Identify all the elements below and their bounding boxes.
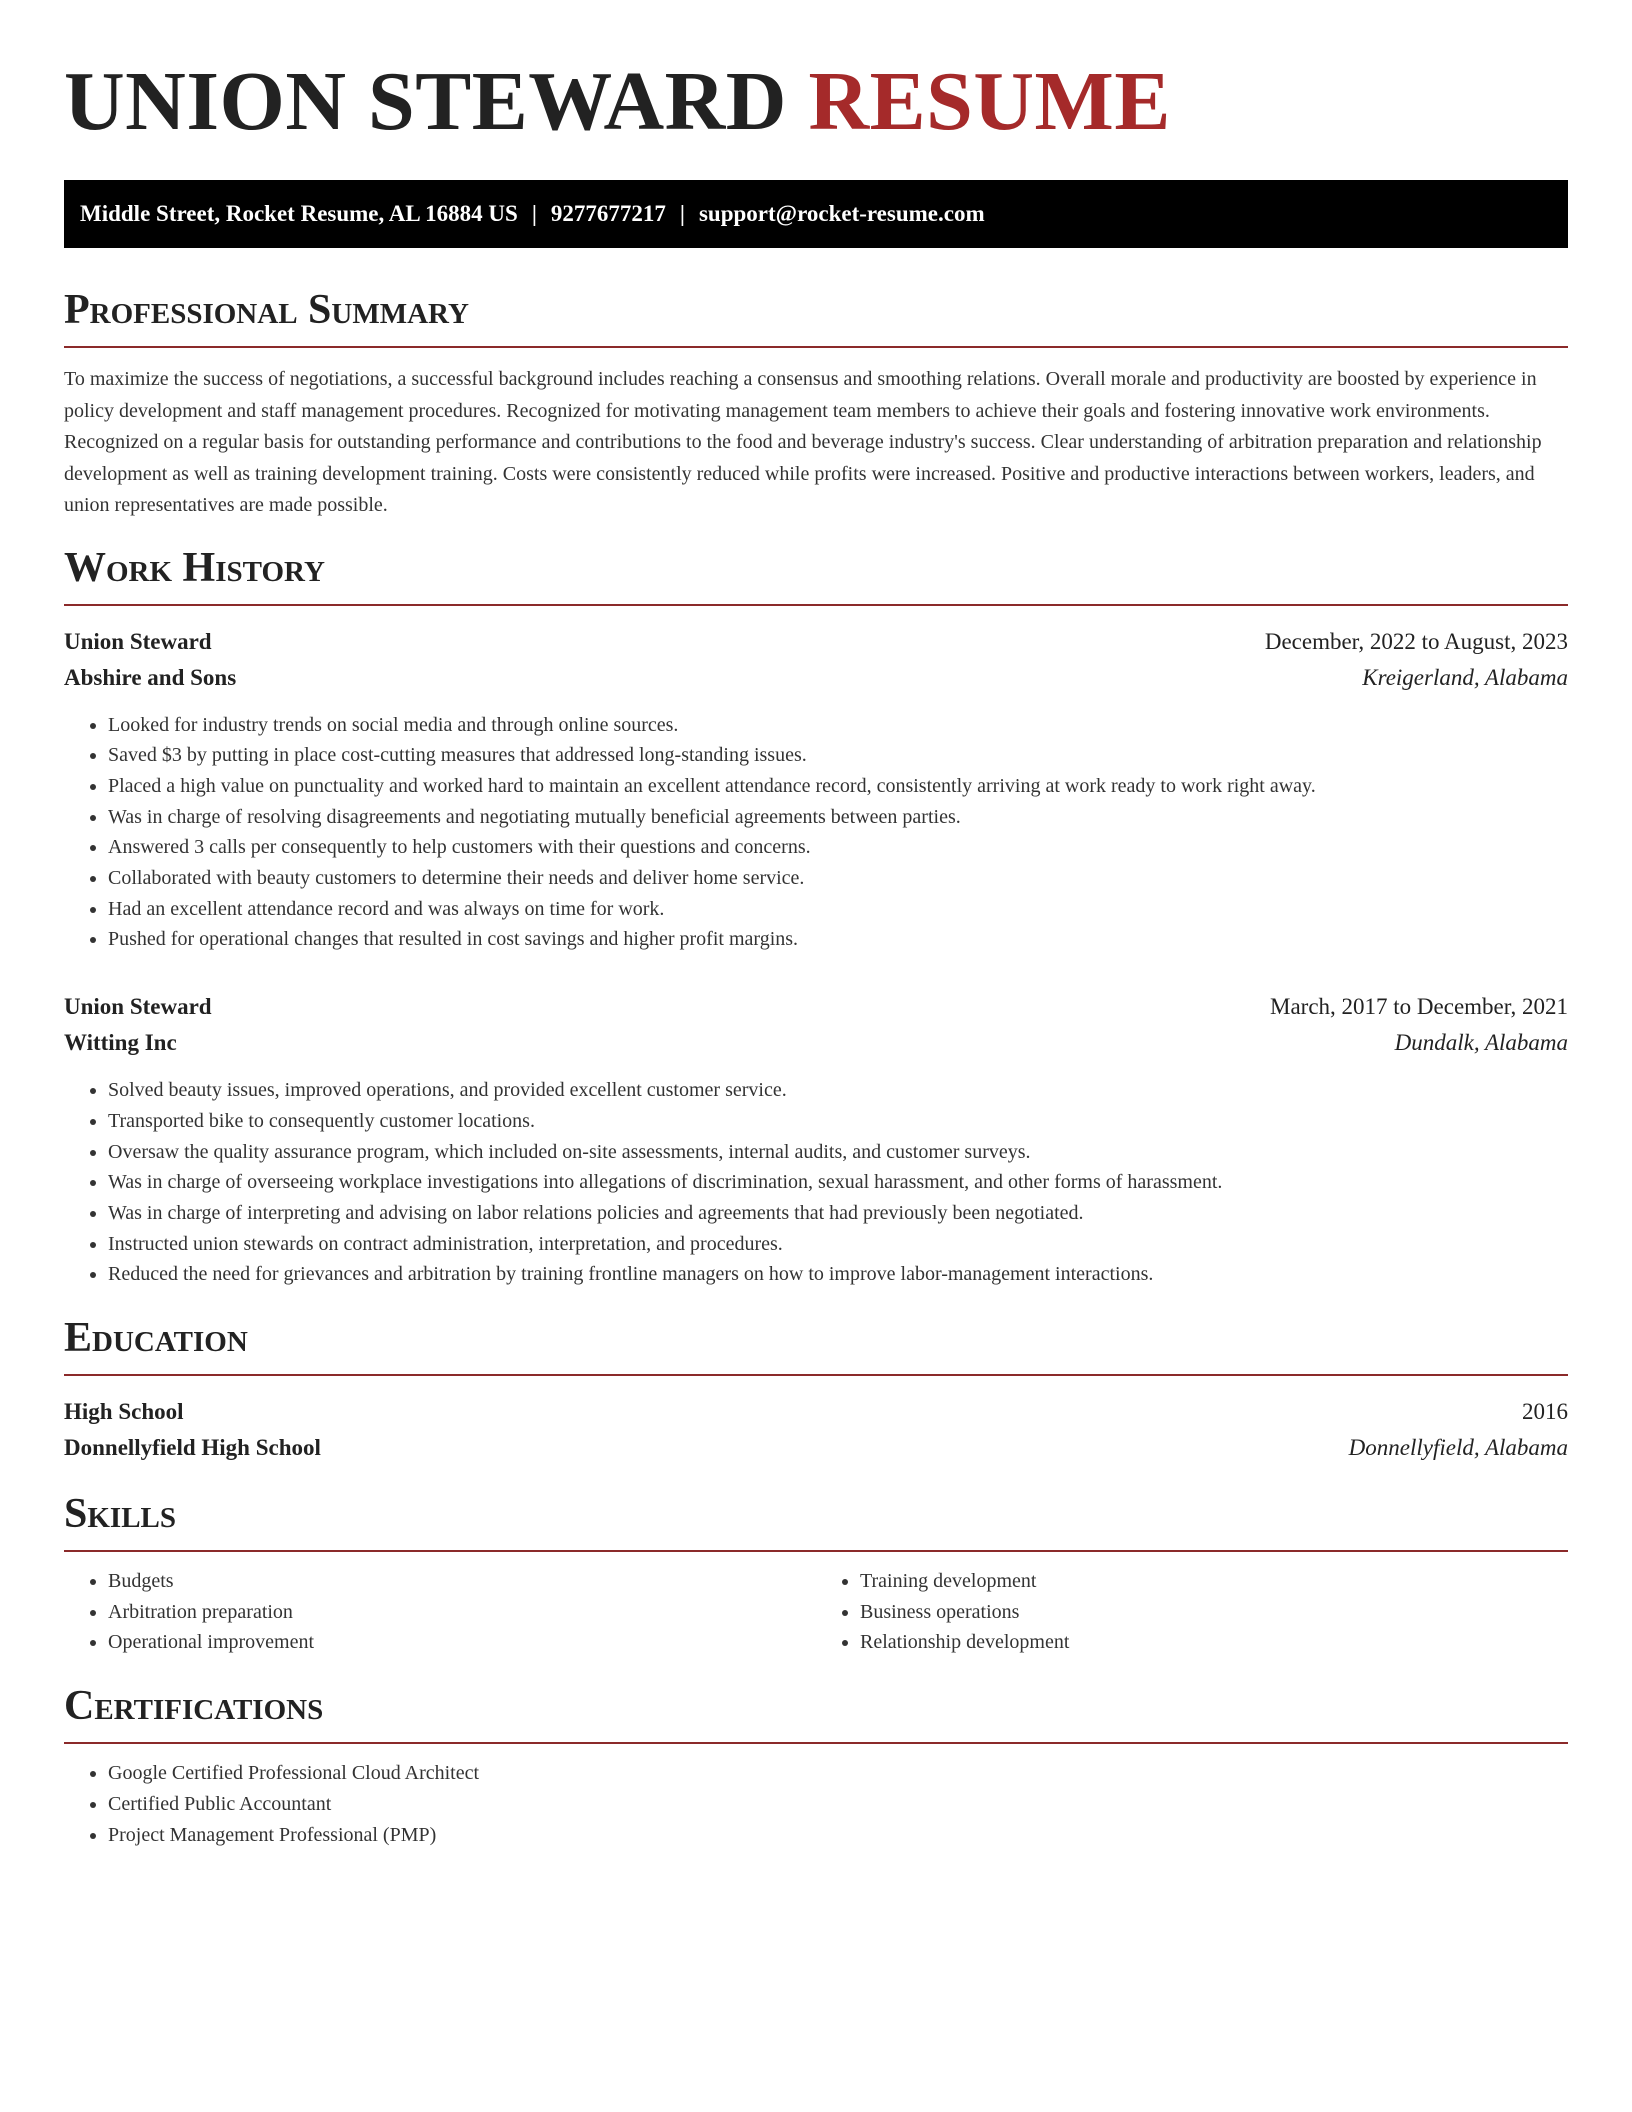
summary-heading: Professional Summary [64, 284, 1568, 348]
list-item: • Was in charge of overseeing workplace investigations into allegations of discrimination, sexual harassment, and other forms of harassment. [108, 1167, 1568, 1198]
contact-address: Middle Street, Rocket Resume, AL 16884 US [80, 201, 518, 226]
skills-section [64, 1488, 1568, 1658]
list-item: • Saved $3 by putting in place cost-cutting measures that addressed long-standing issues. [108, 740, 1568, 771]
certification-item: • Project Management Professional (PMP) [108, 1820, 1568, 1851]
skills-column-right [816, 1566, 1568, 1658]
contact-phone: 9277677217 [550, 201, 666, 226]
list-item: • Was in charge of resolving disagreements and negotiating mutually beneficial agreements between parties. [108, 802, 1568, 833]
education-school: Donnellyfield High School [64, 1435, 321, 1461]
education-section [64, 1312, 1568, 1466]
job-company: Abshire and Sons [64, 664, 237, 690]
skills-columns [64, 1566, 1568, 1658]
education-header-row [64, 1394, 1568, 1430]
contact-separator: | [679, 201, 685, 226]
skills-column-left [64, 1566, 816, 1658]
job-dates: March, 2017 to December, 2021 [1270, 994, 1568, 1020]
page-title [64, 52, 1568, 152]
title-main: UNION STEWARD [64, 55, 787, 148]
job-location: Kreigerland, Alabama [1362, 664, 1568, 690]
certifications-heading: Certifications [64, 1680, 1568, 1744]
list-item: • Had an excellent attendance record and was always on time for work. [108, 894, 1568, 925]
contact-separator: | [531, 201, 537, 226]
certifications-section [64, 1680, 1568, 1850]
education-school-row [64, 1430, 1568, 1466]
job-title: Union Steward [64, 994, 212, 1020]
title-accent: RESUME [808, 55, 1171, 148]
contact-bar [64, 180, 1568, 248]
education-entry [64, 1394, 1568, 1466]
summary-section [64, 284, 1568, 522]
summary-text: To maximize the success of negotiations, a successful background includes reaching a consensus and smoothing relations. Overall morale and productivity are boosted by experience in policy development and staff management procedures. Recognized for motivating management team members to achieve their goals and fostering innovative work environments. Recognized on a regular basis for outstanding performance and contributions to the food and beverage industry's success. Clear understanding of arbitration preparation and relationship development as well as training development training. Costs were consistently reduced while profits were increased. Positive and productive interactions between workers, leaders, and union representatives are made possible. [64, 368, 1542, 516]
skill-item: • Budgets [108, 1566, 816, 1597]
job-entry [64, 624, 1568, 956]
certification-item: • Google Certified Professional Cloud Architect [108, 1758, 1568, 1789]
education-location: Donnellyfield, Alabama [1348, 1435, 1568, 1461]
education-heading: Education [64, 1312, 1568, 1376]
education-year: 2016 [1522, 1399, 1568, 1425]
job-company-row [64, 1025, 1568, 1061]
list-item: • Placed a high value on punctuality and worked hard to maintain an excellent attendance record, consistently arriving at work ready to work right away. [108, 771, 1568, 802]
job-title: Union Steward [64, 628, 212, 654]
skill-item: • Business operations [860, 1597, 1568, 1628]
job-dates: December, 2022 to August, 2023 [1264, 628, 1568, 654]
job-entry [64, 989, 1568, 1290]
list-item: • Instructed union stewards on contract administration, interpretation, and procedures. [108, 1229, 1568, 1260]
skill-item: • Relationship development [860, 1627, 1568, 1658]
job-header-row [64, 989, 1568, 1025]
list-item: • Reduced the need for grievances and arbitration by training frontline managers on how to improve labor-management interactions. [108, 1259, 1568, 1290]
list-item: • Was in charge of interpreting and advising on labor relations policies and agreements that had previously been negotiated. [108, 1198, 1568, 1229]
skill-item: • Training development [860, 1566, 1568, 1597]
job-company-row [64, 660, 1568, 696]
certifications-list [64, 1758, 1568, 1850]
job-header-row [64, 624, 1568, 660]
skill-item: • Operational improvement [108, 1627, 816, 1658]
list-item: • Answered 3 calls per consequently to help customers with their questions and concerns. [108, 832, 1568, 863]
list-item: • Looked for industry trends on social media and through online sources. [108, 710, 1568, 741]
job-company: Witting Inc [64, 1030, 177, 1056]
list-item: • Solved beauty issues, improved operations, and provided excellent customer service. [108, 1075, 1568, 1106]
skills-heading: Skills [64, 1488, 1568, 1552]
list-item: • Transported bike to consequently customer locations. [108, 1106, 1568, 1137]
job-bullets [64, 1075, 1568, 1290]
job-bullets [64, 710, 1568, 956]
list-item: • Pushed for operational changes that resulted in cost savings and higher profit margins. [108, 924, 1568, 955]
contact-email: support@rocket-resume.com [698, 201, 985, 226]
work-history-heading: Work History [64, 542, 1568, 606]
certification-item: • Certified Public Accountant [108, 1789, 1568, 1820]
list-item: • Collaborated with beauty customers to determine their needs and deliver home service. [108, 863, 1568, 894]
skill-item: • Arbitration preparation [108, 1597, 816, 1628]
education-degree: High School [64, 1399, 184, 1425]
job-location: Dundalk, Alabama [1394, 1030, 1568, 1056]
list-item: • Oversaw the quality assurance program, which included on-site assessments, internal audits, and customer surveys. [108, 1137, 1568, 1168]
work-history-section [64, 542, 1568, 1291]
